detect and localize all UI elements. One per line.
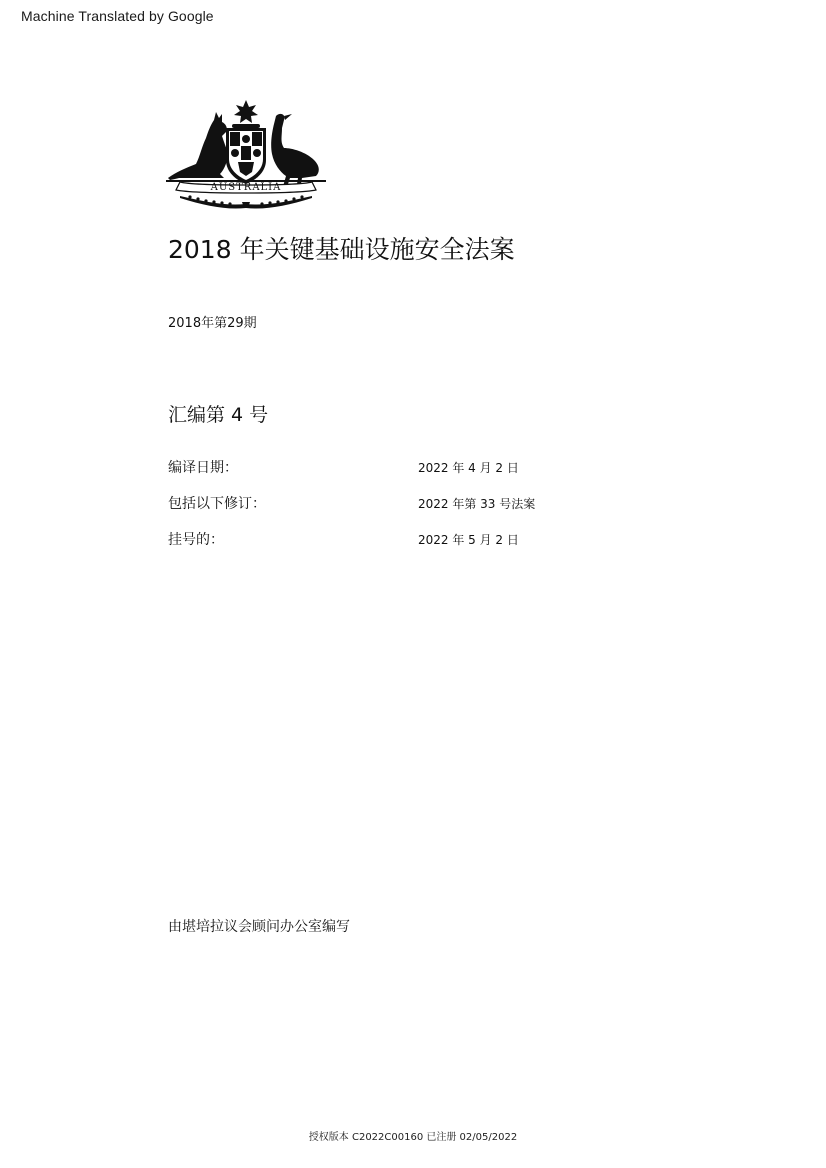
compilation-date-label: 编译日期：	[168, 460, 238, 476]
crest-label: AUSTRALIA	[210, 182, 282, 193]
registered-row	[168, 529, 588, 549]
compilation-date-value: 2022 年 4 月 2 日	[418, 461, 519, 475]
machine-translation-banner: Machine Translated by Google	[21, 8, 214, 24]
wattle-icon	[180, 195, 312, 208]
registered-label: 挂号的：	[168, 532, 224, 548]
compilation-number: 汇编第 4 号	[168, 404, 269, 426]
document-title: 2018 年关键基础设施安全法案	[168, 235, 515, 264]
amendments-label: 包括以下修订：	[168, 496, 266, 512]
page-footer: 授权版本 C2022C00160 已注册 02/05/2022	[308, 1132, 518, 1143]
compilation-date-row	[168, 457, 588, 477]
shield-icon	[226, 128, 266, 184]
amendments-row	[168, 493, 588, 513]
emu-icon	[271, 114, 319, 190]
act-number: 2018年第29期	[168, 316, 257, 331]
amendments-value: 2022 年第 33 号法案	[418, 497, 536, 511]
commonwealth-star-icon	[234, 100, 258, 123]
registered-value: 2022 年 5 月 2 日	[418, 533, 519, 547]
coat-of-arms-icon	[166, 98, 326, 210]
prepared-by: 由堪培拉议会顾问办公室编写	[168, 919, 350, 935]
kangaroo-icon	[168, 112, 234, 180]
